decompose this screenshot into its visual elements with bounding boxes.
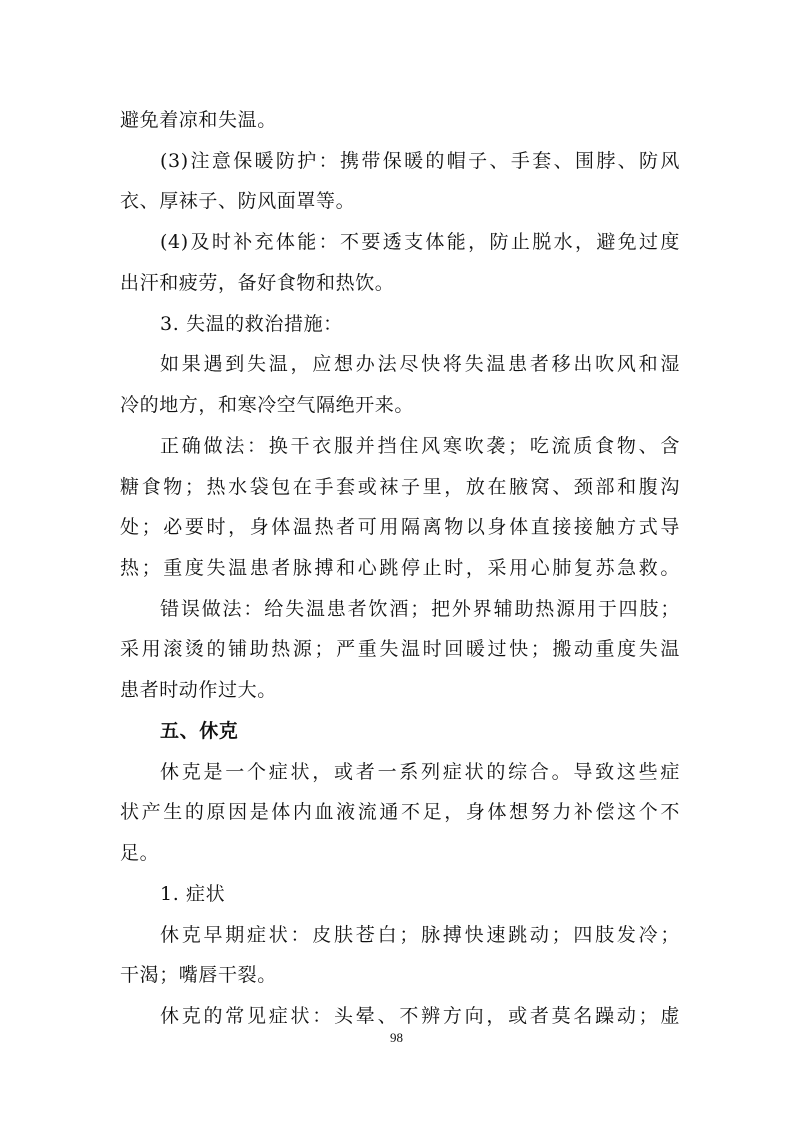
text-line: 干渴；嘴唇干裂。: [120, 964, 277, 986]
text-line: (3)注意保暖防护：携带保暖的帽子、手套、围脖、防风: [160, 150, 680, 172]
text-line: 正确做法：换干衣服并挡住风寒吹袭；吃流质食物、含: [160, 435, 680, 457]
text-line: 休克是一个症状，或者一系列症状的综合。导致这些症: [160, 761, 680, 783]
text-line: 错误做法：给失温患者饮酒；把外界辅助热源用于四肢；: [160, 598, 680, 620]
text-line: 衣、厚袜子、防风面罩等。: [120, 190, 356, 212]
text-line: 休克早期症状：皮肤苍白；脉搏快速跳动；四肢发冷；: [160, 924, 680, 946]
text-line: 出汗和疲劳，备好食物和热饮。: [120, 272, 395, 294]
text-line: 足。: [120, 842, 160, 864]
text-line: 糖食物；热水袋包在手套或袜子里，放在腋窝、颈部和腹沟: [120, 476, 680, 498]
page-number: 98: [390, 1030, 403, 1045]
text-line: 状产生的原因是体内血液流通不足，身体想努力补偿这个不: [120, 801, 680, 823]
text-line: 采用滚烫的铺助热源；严重失温时回暖过快；搬动重度失温: [120, 638, 680, 660]
chapter-heading: 五、休克: [160, 720, 239, 742]
text-line: 患者时动作过大。: [120, 679, 277, 701]
text-line: 休克的常见症状：头晕、不辨方向，或者莫名躁动；虚: [160, 1005, 680, 1027]
text-line: 处；必要时，身体温热者可用隔离物以身体直接接触方式导: [120, 516, 680, 538]
section-heading: 3. 失温的救治措施：: [160, 313, 343, 335]
section-heading: 1. 症状: [160, 883, 226, 905]
text-line: 如果遇到失温，应想办法尽快将失温患者移出吹风和湿: [160, 353, 680, 375]
text-line: 冷的地方，和寒冷空气隔绝开来。: [120, 394, 415, 416]
text-line: 热；重度失温患者脉搏和心跳停止时，采用心肺复苏急救。: [120, 557, 680, 579]
text-line: 避免着凉和失温。: [120, 109, 277, 131]
text-line: (4)及时补充体能：不要透支体能，防止脱水，避免过度: [160, 231, 680, 253]
